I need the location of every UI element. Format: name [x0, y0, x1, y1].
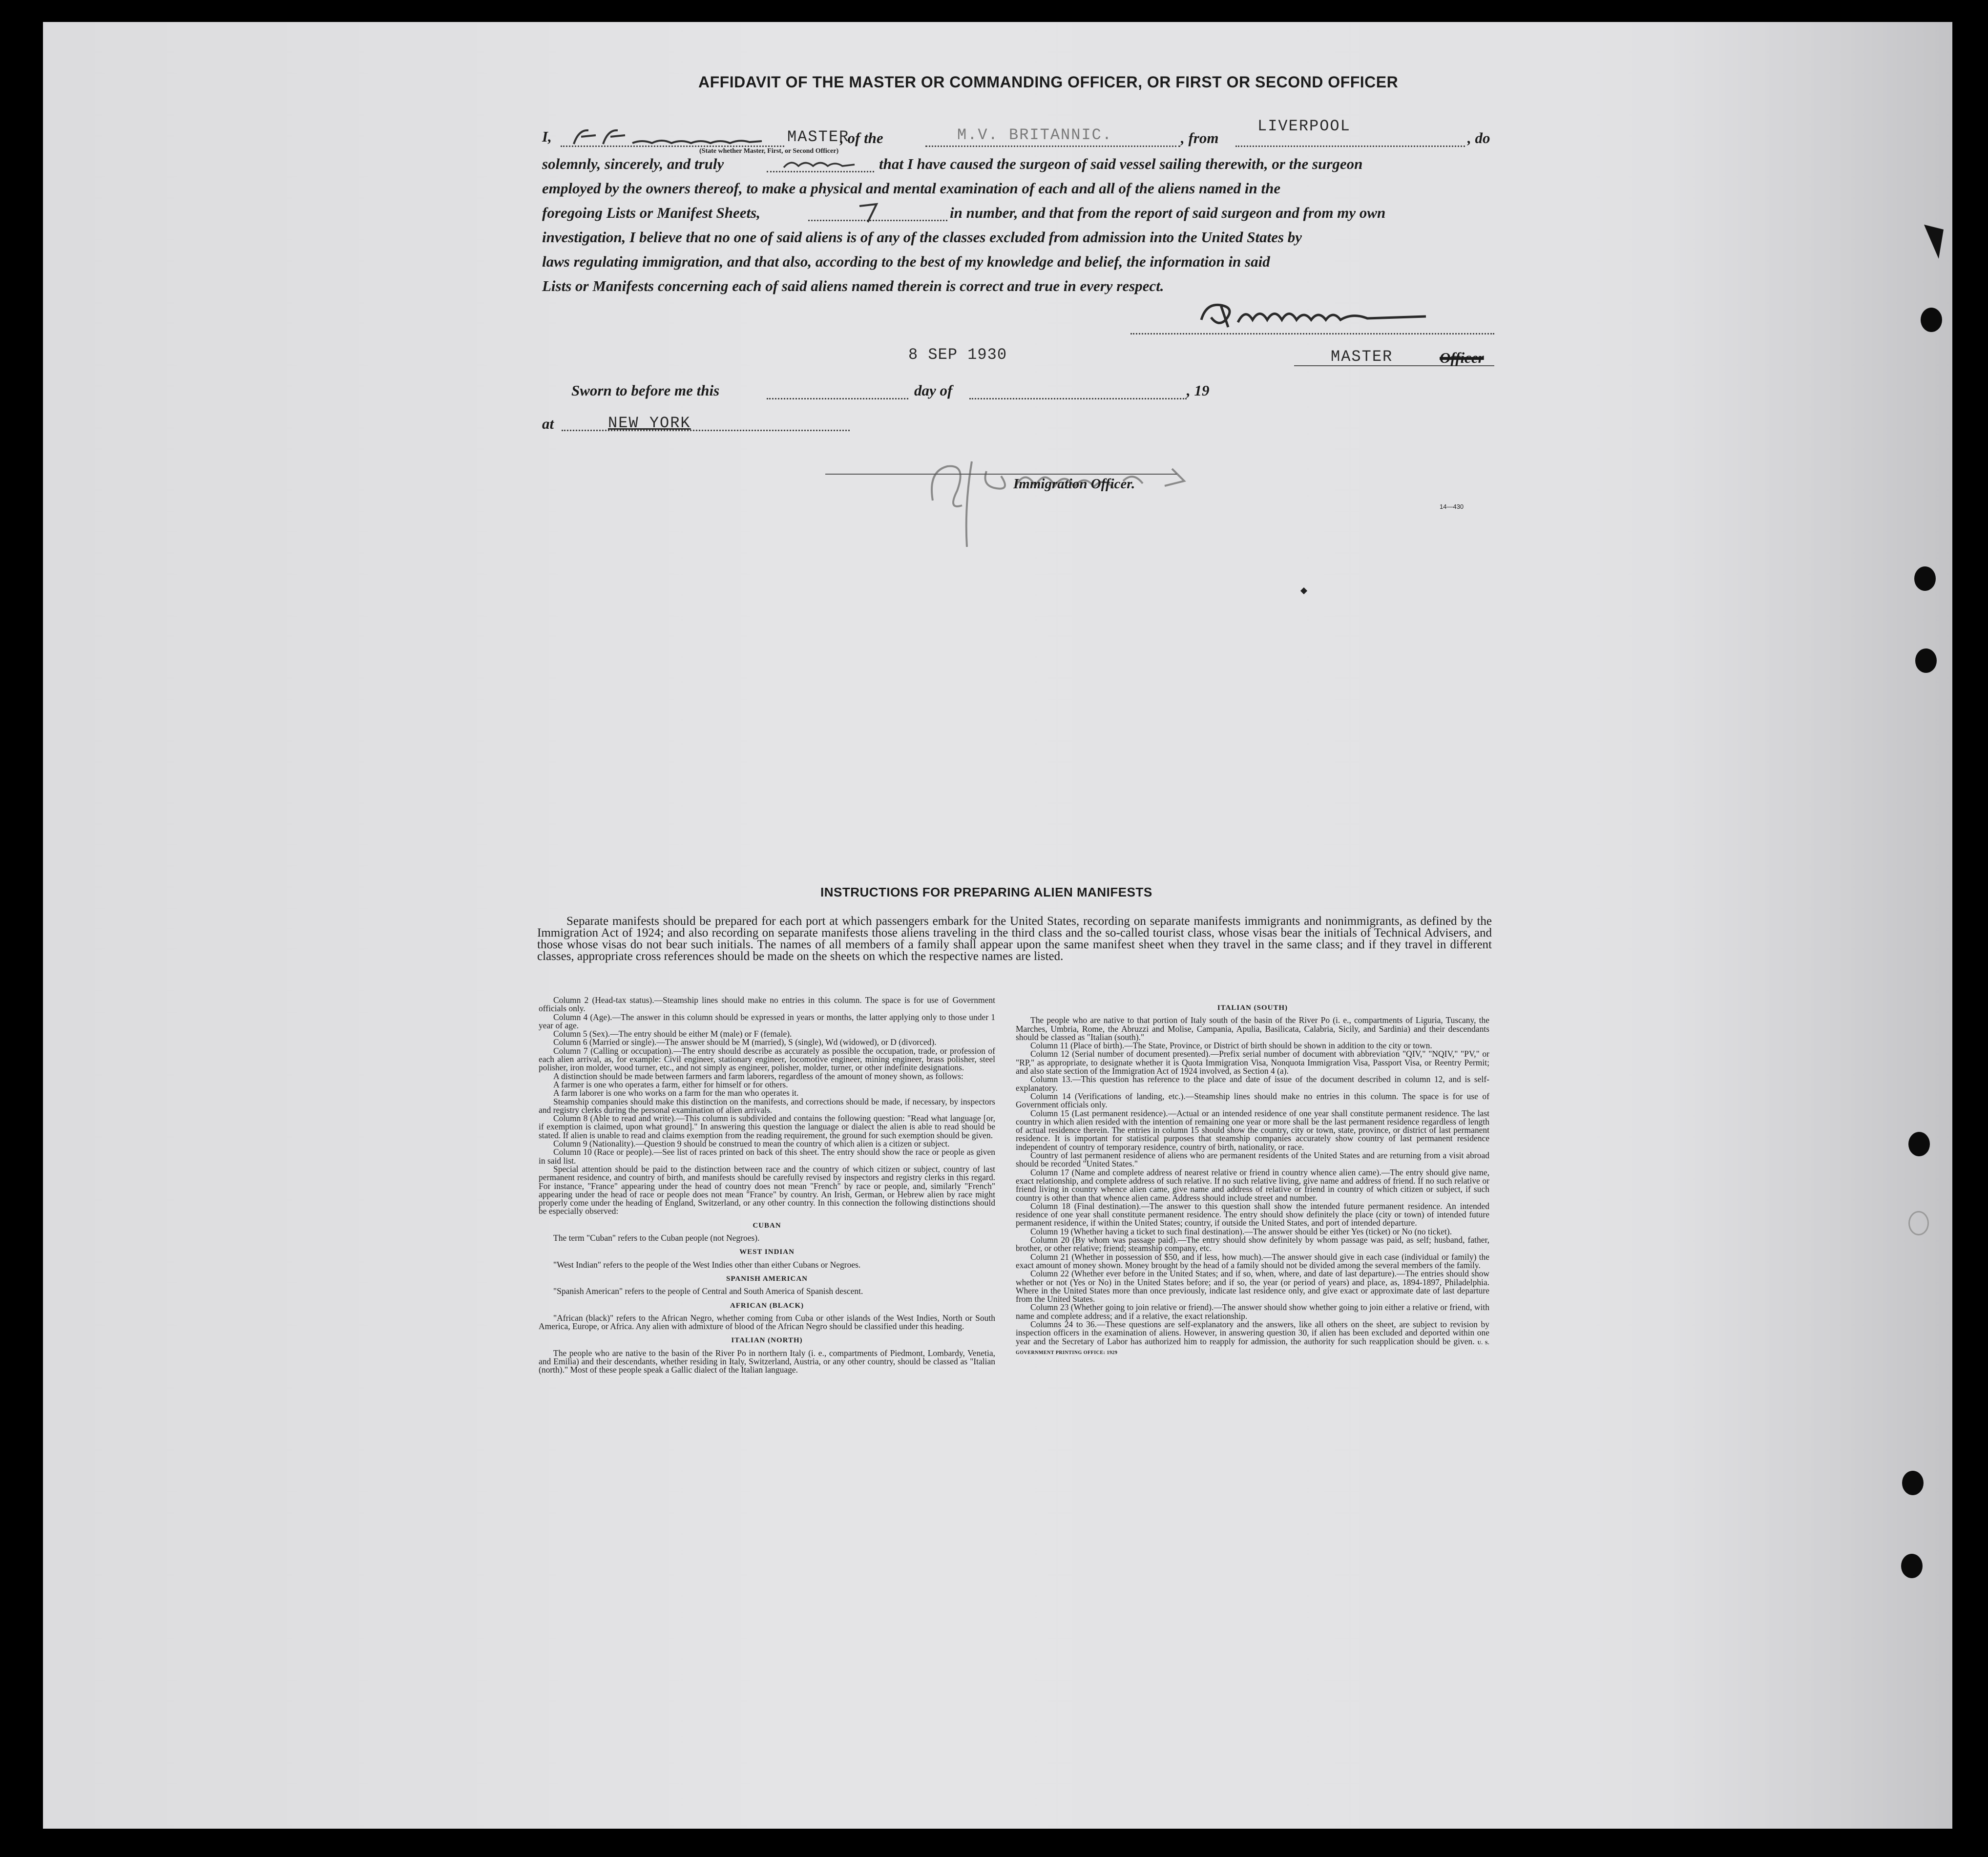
instr-col23: Column 23 (Whether going to join relative or friend).—The answer should show whether going to join either a relative or friend, with name and complete address; and if a relative, the exact relationship. — [1016, 1302, 1489, 1321]
instr-col19: Column 19 (Whether having a ticket to such final destination).—The answer should be either Yes (ticket) or No (no ticket). — [1030, 1226, 1452, 1236]
sworn-text-c: , 19 — [1187, 382, 1210, 399]
officer-line — [825, 474, 1177, 475]
instr-col24 — [1016, 1320, 1489, 1357]
day-blank — [767, 398, 908, 399]
instr-col7c: A farmer is one who operates a farm, either for himself or for others. — [553, 1079, 788, 1089]
line1-prefix: I, — [542, 128, 552, 145]
instr-cuban: The term "Cuban" refers to the Cuban people (not Negroes). — [553, 1233, 760, 1243]
instr-col10b: Special attention should be paid to the distinction between race and the country of which citizen or subject, country of last permanent residence, and country of birth, and manifests should be carefully revised by inspectors and registry clerks in this regard. For instance, "France" appearing under the head of country does not mean "French" by race or people, and, similarly "French" appearing under the head of race or people does not mean "France" by country. An Irish, German, or Hebrew alien by race might properly come under the heading of England, Switzerland, or any other country. In this connection the following distinctions should be especially observed: — [539, 1164, 995, 1216]
sheets-handwritten — [857, 200, 886, 225]
instr-col20: Column 20 (By whom was passage paid).—The entry should show definitely by whom passage was paid, as self; husband, father, brother, or other relative; friend; steamship company, etc. — [1016, 1235, 1489, 1253]
sworn-text-b: day of — [914, 382, 953, 399]
heading-italian-south: ITALIAN (SOUTH) — [1217, 1004, 1288, 1012]
punch-hole — [1902, 1471, 1924, 1495]
punch-hole — [1908, 1132, 1930, 1156]
instr-col2: Column 2 (Head-tax status).—Steamship lines should make no entries in this column. The space is for use of Government officials only. — [539, 995, 995, 1014]
instr-col7b: A distinction should be made between farmers and farm laborers, regardless of the amount of money shown, as follows: — [553, 1071, 963, 1081]
instr-col21: Column 21 (Whether in possession of $50, and if less, how much).—The answer should give in each case (individual or family) the exact amount of money shown. Money brought by the head of a family should not be divided among the several members of the family. — [1016, 1252, 1489, 1270]
heading-african: AFRICAN (BLACK) — [730, 1301, 804, 1310]
affidavit-line2-a: solemnly, sincerely, and truly — [542, 155, 724, 172]
torn-corner-icon — [1919, 215, 1948, 264]
rank-note: (State whether Master, First, or Second Officer) — [699, 147, 839, 155]
place-typed: NEW YORK — [608, 414, 691, 432]
instr-col5: Column 5 (Sex).—The entry should be either M (male) or F (female). — [553, 1029, 792, 1039]
gpo-imprint: U. S. GOVERNMENT PRINTING OFFICE: 1929 — [1016, 1340, 1489, 1356]
affidavit-line4-a: foregoing Lists or Manifest Sheets, — [542, 204, 760, 221]
punch-hole — [1921, 308, 1942, 332]
form-number: 14—430 — [1440, 503, 1464, 510]
instructions-title: INSTRUCTIONS FOR PREPARING ALIEN MANIFESTS — [820, 885, 1152, 899]
instr-col14: Column 14 (Verifications of landing, etc.).—Steamship lines should make no entries in this column. The space is for use of Government officials only. — [1016, 1091, 1489, 1110]
affidavit-line2-b: that I have caused the surgeon of said vessel sailing therewith, or the surgeon — [879, 155, 1363, 172]
from-label: , from — [1181, 129, 1219, 146]
rank-typed: MASTER — [787, 128, 850, 146]
instr-col13: Column 13.—This question has reference to the place and date of issue of the document described in column 12, and is self-explanatory. — [1016, 1074, 1489, 1093]
swear-handwritten — [781, 154, 869, 173]
heading-italian-north: ITALIAN (NORTH) — [731, 1336, 803, 1345]
date-stamp: 8 SEP 1930 — [908, 346, 1007, 364]
punch-hole-faint — [1908, 1211, 1929, 1235]
officer-signature — [918, 442, 1260, 554]
instr-col17: Column 17 (Name and complete address of nearest relative or friend in country whence alien came).—The entry should give name, exact relationship, and complete address of such relative. If no such relative living, give name and address of friend. If no such relative or friend living in country whence alien came, give name and address of relative or friend in country of which citizen or subject, if such country is other than that whence alien came. Address should include street and number. — [1016, 1167, 1489, 1203]
instr-col12: Column 12 (Serial number of document presented).—Prefix serial number of document with abbreviation "QIV," "NQIV," "PV," or "RP," as appropriate, to designate whether it is Quota Immigration Visa, Nonquota Immigration Visa, Passport Visa, or Reentry Permit; and also state section of the Immigration Act of 1924 involved, as Section 4 (a). — [1016, 1049, 1489, 1076]
instr-col8: Column 8 (Able to read and write).—This column is subdivided and contains the following question: "Read what language [or, if exemption is claimed, upon what ground]." In answering this question the language or dialect the alien is able to read should be stated. If alien is unable to read and claims exemption from the reading requirement, the ground for such exemption should be given. — [539, 1113, 995, 1140]
instr-italian-north: The people who are native to the basin of the River Po in northern Italy (i. e., compartments of Piedmont, Lombardy, Venetia, and Emilia) and their descendants, whether residing in Italy, Switzerland, Austria, or any other country, should be classed as "Italian (north)." Most of these people speak a Gallic dialect of the Italian language. — [539, 1348, 995, 1375]
punch-hole — [1915, 648, 1937, 673]
instr-col18: Column 18 (Final destination).—The answer to this question shall show the intended future permanent residence. An intended residence of one year shall constitute permanent residence. The entry should show definitely the place (city or town) of intended future permanent residence, if within the United States; country, if outside the United States, and port of intended departure. — [1016, 1201, 1489, 1228]
instr-col24-text: Columns 24 to 36.—These questions are self-explanatory and the answers, like all others on the sheet, are subject to revision by inspection officers in the examination of aliens. However, in answering question 30, if alien has been excluded and deported within one year and the Secretary of Labor has authorized him to reapply for admission, the authority for such reapplication should be given. — [1016, 1319, 1489, 1346]
do-label: , do — [1467, 129, 1490, 146]
vessel-typed: M.V. BRITANNIC. — [957, 126, 1113, 144]
signer-title-typed: MASTER — [1331, 348, 1393, 366]
instr-col15: Column 15 (Last permanent residence).—Actual or an intended residence of one year shall constitute permanent residence. The last country in which alien resided with the intention of remaining one year or more shall be the last permanent residence regardless of length of actual residence therein. The entries in column 15 should show the country, city or town, state, province, or district of last permanent residence. It is important for statistical purposes that steamship companies accurately show country of last permanent residence independent of country of temporary residence, country of birth, nationality, or race. — [1016, 1108, 1489, 1152]
instr-col10: Column 10 (Race or people).—See list of races printed on back of this sheet. The entry should show the race or people as given in said list. — [539, 1147, 995, 1166]
affidavit-line6: laws regulating immigration, and that also, according to the best of my knowledge and belief, the information in said — [542, 253, 1270, 270]
affidavit-line7: Lists or Manifests concerning each of said aliens named therein is correct and true in every respect. — [542, 277, 1164, 294]
month-blank — [969, 398, 1187, 399]
affidavit-title: AFFIDAVIT OF THE MASTER OR COMMANDING OFFICER, OR FIRST OR SECOND OFFICER — [698, 73, 1399, 91]
at-label: at — [542, 415, 554, 432]
instructions-left-column — [539, 996, 995, 1375]
place-blank — [562, 430, 850, 431]
punch-hole — [1901, 1554, 1923, 1578]
instr-col11: Column 11 (Place of birth).—The State, Province, or District of birth should be shown in addition to the city or town. — [1030, 1041, 1432, 1051]
instr-african: "African (black)" refers to the African Negro, whether coming from Cuba or other islands of the West Indies, North or South America, Europe, or Africa. Any alien with admixture of blood of the African Negro should be classified under this heading. — [539, 1313, 995, 1332]
port-typed: LIVERPOOL — [1257, 117, 1351, 135]
vessel-blank — [925, 146, 1180, 147]
punch-hole — [1914, 566, 1936, 591]
port-blank — [1235, 146, 1465, 147]
instr-col22: Column 22 (Whether ever before in the United States; and if so, when, where, and date of last departure).—The entries should show whether or not (Yes or No) in the United States before; and if so, the year (or period of years) and place, as, 1894-1897, Philadelphia. Where in the United States more than once previously, indicate last residence only, and give exact or approximate date of last departure from the United States. — [1016, 1269, 1489, 1304]
sworn-text-a: Sworn to before me this — [571, 382, 720, 399]
signer-title-struck: Officer — [1440, 349, 1484, 366]
heading-spanish-american: SPANISH AMERICAN — [726, 1274, 808, 1283]
instructions-right-column — [1016, 998, 1489, 1357]
instr-col7: Column 7 (Calling or occupation).—The entry should describe as accurately as possible the occupation, trade, or profession of each alien arrival, as, for example: Civil engineer, stationary engineer, locomotive engineer, mining engineer, brass polisher, steel polisher, iron molder, wood turner, etc., and not simply as engineer, polisher, molder, turner, or other indefinite designations. — [539, 1045, 995, 1073]
instr-col4: Column 4 (Age).—The answer in this column should be expressed in years or months, the latter applying only to those under 1 year of age. — [539, 1012, 995, 1030]
signature-line — [1130, 333, 1494, 334]
affidavit-line4-b: in number, and that from the report of said surgeon and from my own — [950, 204, 1386, 221]
affidavit-line5: investigation, I believe that no one of said aliens is of any of the classes excluded from admission into the United States by — [542, 229, 1302, 246]
instr-west-indian: "West Indian" refers to the people of the West Indies other than either Cubans or Negroes. — [553, 1259, 861, 1270]
master-signature — [1192, 293, 1465, 337]
of-the-label: , of the — [840, 129, 883, 146]
officer-label: Immigration Officer. — [1013, 476, 1135, 492]
instr-col7d: A farm laborer is one who works on a farm for the man who operates it. — [553, 1088, 799, 1098]
heading-cuban: CUBAN — [753, 1221, 781, 1230]
heading-west-indian: WEST INDIAN — [739, 1248, 795, 1256]
instr-col6: Column 6 (Married or single).—The answer should be M (married), S (single), Wd (widowed), or D (divorced). — [553, 1037, 937, 1047]
affidavit-line3: employed by the owners thereof, to make a physical and mental examination of each and all of the aliens named in the — [542, 180, 1281, 197]
instr-col7e: Steamship companies should make this distinction on the manifests, and corrections should be made, if necessary, by inspectors and registry clerks during the personal examination of alien arrivals. — [539, 1096, 995, 1115]
instr-col15b: Country of last permanent residence of aliens who are permanent residents of the United States and are returning from a visit abroad should be recorded "United States." — [1016, 1150, 1489, 1169]
instr-spanish-american: "Spanish American" refers to the people of Central and South America of Spanish descent. — [553, 1286, 863, 1296]
instructions-intro: Separate manifests should be prepared for each port at which passengers embark for the United States, recording on separate manifests immigrants and nonimmigrants, as defined by the Immigration Act of 1924; and also recording on separate manifests those aliens traveling in the third class and the so-called tourist class, whose visas bear the initials of Technical Advisers, and those whose visas do not bear such initials. The names of all members of a family shall appear upon the same manifest sheet when they travel in the same class; and if they travel in different classes, appropriate cross references should be made on the sheets on which the respective names are listed. — [537, 915, 1492, 963]
instr-italian-south: The people who are native to that portion of Italy south of the basin of the River Po (i. e., compartments of Liguria, Tuscany, the Marches, Umbria, Rome, the Abruzzi and Molise, Campania, Apulia, Basilicata, Calabria, Sicily, and Sardinia) and their descendants should be classed as "Italian (south)." — [1016, 1015, 1489, 1042]
instr-col9: Column 9 (Nationality).—Question 9 should be construed to mean the country of which alien is a citizen or subject. — [553, 1139, 950, 1149]
